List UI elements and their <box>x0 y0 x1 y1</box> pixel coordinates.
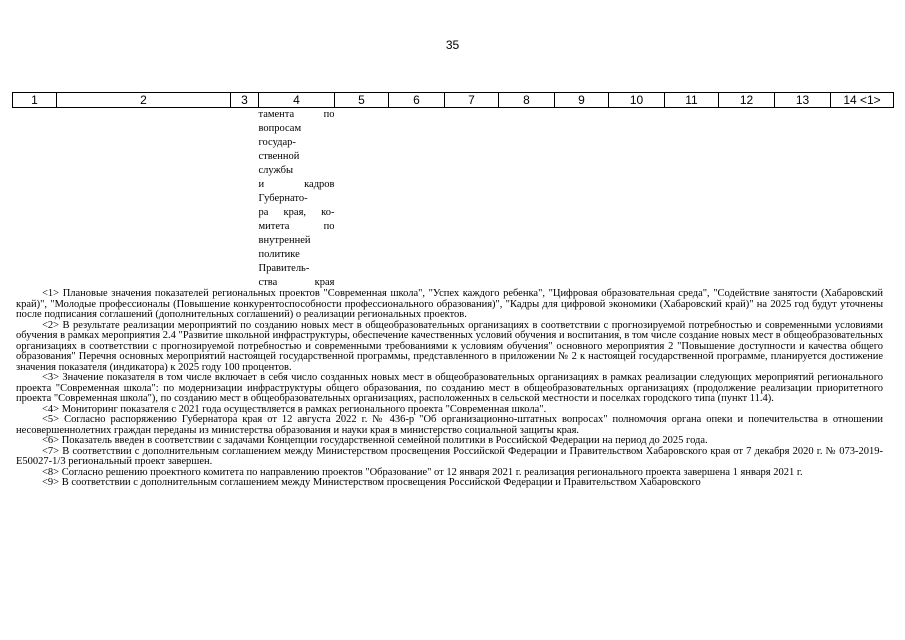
cell-line: и кадров <box>258 179 335 190</box>
cell-line: вопросам <box>258 123 302 134</box>
column-header: 10 <box>609 93 665 108</box>
column-header: 4 <box>259 93 335 108</box>
footnote: <5> Согласно распоряжению Губернатора края от 12 августа 2022 г. № 436-р "Об организационно-штатных вопросах" полномочия органа опеки и попечительства в отношении несовершеннолетних граждан переданы из министерства образования и науки края в министерство социальной защиты края. <box>16 414 883 436</box>
column-header: 3 <box>231 93 259 108</box>
cell-line: государ- <box>258 137 296 148</box>
footnote: <9> В соответствии с дополнительным соглашением между Министерством просвещения Российской Федерации и Правительством Хабаровского <box>42 477 701 488</box>
indicator-table <box>12 92 894 290</box>
column-header: 11 <box>665 93 719 108</box>
footnote: <6> Показатель введен в соответствии с задачами Концепции государственной семейной политики в Российской Федерации на период до 2025 года. <box>42 435 708 446</box>
footnote: <1> Плановые значения показателей региональных проектов "Современная школа", "Успех каждого ребенка", "Цифровая образовательная среда", "Содействие занятости (Хабаровский край)", "Молодые профессионалы (Повышение конкурентоспособности профессионального образования)", "Кадры для цифровой экономики (Хабаровский край)" на 2025 год будут уточнены после подписания соглашений (дополнительных соглашений) о реализации региональных проектов. <box>16 288 883 320</box>
column-header: 9 <box>555 93 609 108</box>
cell-line: митета по <box>258 221 335 232</box>
footnote: <3> Значение показателя в том числе включает в себя число созданных новых мест в общеобразовательных организациях в рамках реализации следующих мероприятий регионального проекта "Современная школа": по модернизации инфраструктуры общего образования, по созданию мест в общеобразовательных организациях (продолжение реализации приоритетного проекта "Современная школа"), по созданию мест в общеобразовательных организациях, расположенных в сельской местности и поселках городского типа (пункт 11.4). <box>16 372 883 404</box>
column-header: 13 <box>775 93 831 108</box>
cell-line: внутренней <box>258 235 311 246</box>
footnote: <7> В соответствии с дополнительным соглашением между Министерством просвещения Российской Федерации и Правительством Хабаровского края от 7 декабря 2020 г. № 073-2019-E50027-1/3 региональный проект завершен. <box>16 445 883 467</box>
column-header: 14 <1> <box>831 93 894 108</box>
page-number: 35 <box>445 38 460 52</box>
cell-line: ра края, ко- <box>258 207 335 218</box>
column-header: 7 <box>445 93 499 108</box>
column-number-row <box>13 93 894 108</box>
footnote: <8> Согласно решению проектного комитета по направлению проектов "Образование" от 12 января 2021 г. реализация регионального проекта завершена 1 января 2021 г. <box>42 466 803 478</box>
footnote: <2> В результате реализации мероприятий по созданию новых мест в общеобразовательных организациях в соответствии с прогнозируемой потребностью и современными условиями обучения в рамках мероприятия 2.4 "Развитие школьной инфраструктуры, обеспечение качественных условий обучения и воспитания, в том числе создание новых мест в общеобразовательных организациях в соответствии с прогнозируемой потребностью и современными требованиями к условиям обучения" основного мероприятия 2 "Повышение доступности и качества общего образования" Перечня основных мероприятий настоящей государственной программы, представленного в приложении № 2 к настоящей государственной программе, планируется достижение значения показателя (индикатора) к 2025 году 100 процентов. <box>16 319 883 373</box>
footnotes <box>16 289 883 489</box>
cell-line: ства края <box>258 277 335 288</box>
cell-line: Губернато- <box>258 193 308 204</box>
cell-line: тамента по <box>258 109 335 120</box>
table-row <box>13 108 894 291</box>
cell-line: Правитель- <box>258 263 310 274</box>
cell-line: ственной <box>258 151 300 162</box>
column-header: 5 <box>335 93 389 108</box>
column-header: 1 <box>13 93 57 108</box>
footnote: <4> Мониторинг показателя с 2021 года осуществляется в рамках регионального проекта "Современная школа". <box>42 403 547 415</box>
cell-line: политике <box>258 249 300 260</box>
cell-line: службы <box>258 165 294 176</box>
column-header: 12 <box>719 93 775 108</box>
column-header: 2 <box>57 93 231 108</box>
responsible-executor-cell <box>259 108 335 291</box>
column-header: 8 <box>499 93 555 108</box>
column-header: 6 <box>389 93 445 108</box>
